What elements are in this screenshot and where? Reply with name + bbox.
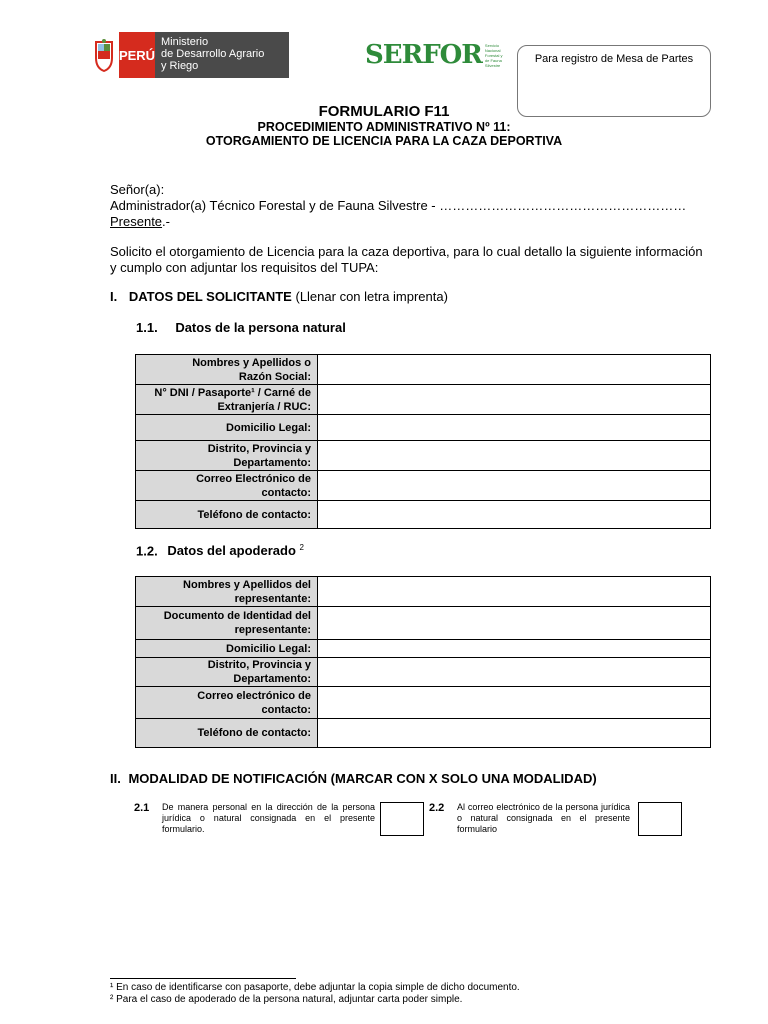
proxy-email-input-cell[interactable] [318,687,711,719]
registry-label: Para registro de Mesa de Partes [534,53,694,65]
footnote-text: En caso de identificarse con pasaporte, debe adjuntar la copia simple de dicho documento. [116,982,520,993]
section-1-note: (Llenar con letra imprenta) [295,289,448,304]
section-1-number: I. [110,289,118,304]
subsection-1-1-number: 1.1. [136,320,158,335]
district-input-cell[interactable] [318,441,711,471]
section-1-heading [110,289,448,304]
phone-input-cell[interactable] [318,501,711,529]
request-line-1: Solicito el otorgamiento de Licencia para la caza deportiva, para lo cual detallo la siguiente información [110,244,703,259]
proxy-phone-input-cell[interactable] [318,719,711,748]
proxy-id-input-cell[interactable] [318,607,711,640]
table-row [136,658,711,687]
subsection-1-2-title: Datos del apoderado [167,543,296,559]
presente-word: Presente [110,214,163,229]
footnote-2 [110,994,462,1006]
email-input-cell[interactable] [318,471,711,501]
field-label: N° DNI / Pasaporte¹ / Carné de Extranjería / RUC: [136,385,318,415]
serfor-logo [365,38,505,72]
table-row [136,719,711,748]
field-label: Nombres y Apellidos del representante: [136,577,318,607]
subsection-1-2-number: 1.2. [136,543,158,559]
footnote-mark: ¹ [110,982,114,993]
ministry-name [155,32,289,78]
option-2-2-number: 2.2 [429,802,445,814]
subsection-1-1-heading [136,320,346,335]
table-row [136,501,711,529]
presente-line [110,214,170,230]
footnote-divider [110,978,296,979]
proxy-name-input-cell[interactable] [318,577,711,607]
option-2-1-number: 2.1 [134,802,150,814]
ministry-line: Ministerio [161,36,209,48]
salutation: Señor(a): [110,182,165,197]
serfor-wordmark: SERFOR [365,40,482,70]
table-row [136,385,711,415]
ministry-line: y Riego [161,60,199,72]
procedure-title: PROCEDIMIENTO ADMINISTRATIVO Nº 11: [257,120,511,134]
table-row [136,607,711,640]
address-input-cell[interactable] [318,415,711,441]
table-row [136,687,711,719]
option-2-1-text: De manera personal en la dirección de la persona jurídica o natural consignada en el presente formulario. [162,802,375,834]
serfor-subtitle: Servicio Nacional Forestal y de Fauna Silvestre [484,42,503,68]
section-2-heading [110,771,597,786]
table-row [136,640,711,658]
table-row [136,441,711,471]
table-row [136,355,711,385]
subsection-1-2-heading [136,543,304,558]
footnote-text: Para el caso de apoderado de la persona natural, adjuntar carta poder simple. [116,994,463,1005]
footnote-ref-2: 2 [299,543,304,552]
peru-label: PERÚ [119,32,155,78]
subsection-1-1-title: Datos de la persona natural [175,320,346,335]
field-label: Correo electrónico de contacto: [136,687,318,719]
addressee: Administrador(a) Técnico Forestal y de Fauna Silvestre - ………………………………………………… [110,198,687,213]
field-label: Nombres y Apellidos o Razón Social: [136,355,318,385]
proxy-district-input-cell[interactable] [318,658,711,687]
field-label: Domicilio Legal: [136,415,318,441]
field-label: Teléfono de contacto: [136,501,318,529]
section-1-title: DATOS DEL SOLICITANTE [128,289,292,304]
field-label: Domicilio Legal: [136,640,318,658]
field-label: Documento de Identidad del representante: [136,607,318,640]
footnote-1 [110,982,520,994]
subject-title: OTORGAMIENTO DE LICENCIA PARA LA CAZA DEPORTIVA [205,134,563,148]
proxy-table [135,576,711,748]
natural-person-table [135,354,711,529]
section-2-title: MODALIDAD DE NOTIFICACIÓN (MARCAR CON X SOLO UNA MODALIDAD) [128,771,597,786]
section-2-number: II. [110,771,121,786]
name-input-cell[interactable] [318,355,711,385]
table-row [136,415,711,441]
table-row [136,471,711,501]
table-row [136,577,711,607]
field-label: Correo Electrónico de contacto: [136,471,318,501]
form-title: FORMULARIO F11 [318,103,450,120]
footnote-mark: ² [110,994,114,1005]
field-label: Distrito, Provincia y Departamento: [136,441,318,471]
proxy-address-input-cell[interactable] [318,640,711,658]
id-input-cell[interactable] [318,385,711,415]
option-2-2-checkbox[interactable] [638,802,682,836]
field-label: Distrito, Provincia y Departamento: [136,658,318,687]
coat-of-arms-icon [93,38,115,72]
request-line-2: y cumplo con adjuntar los requisitos del TUPA: [110,260,379,275]
option-2-1-checkbox[interactable] [380,802,424,836]
ministry-logo [93,32,289,78]
presente-suffix: .- [162,214,170,229]
ministry-line: de Desarrollo Agrario [161,48,265,60]
option-2-2-text: Al correo electrónico de la persona jurídica o natural consignada en el presente formulario [457,802,630,834]
field-label: Teléfono de contacto: [136,719,318,748]
